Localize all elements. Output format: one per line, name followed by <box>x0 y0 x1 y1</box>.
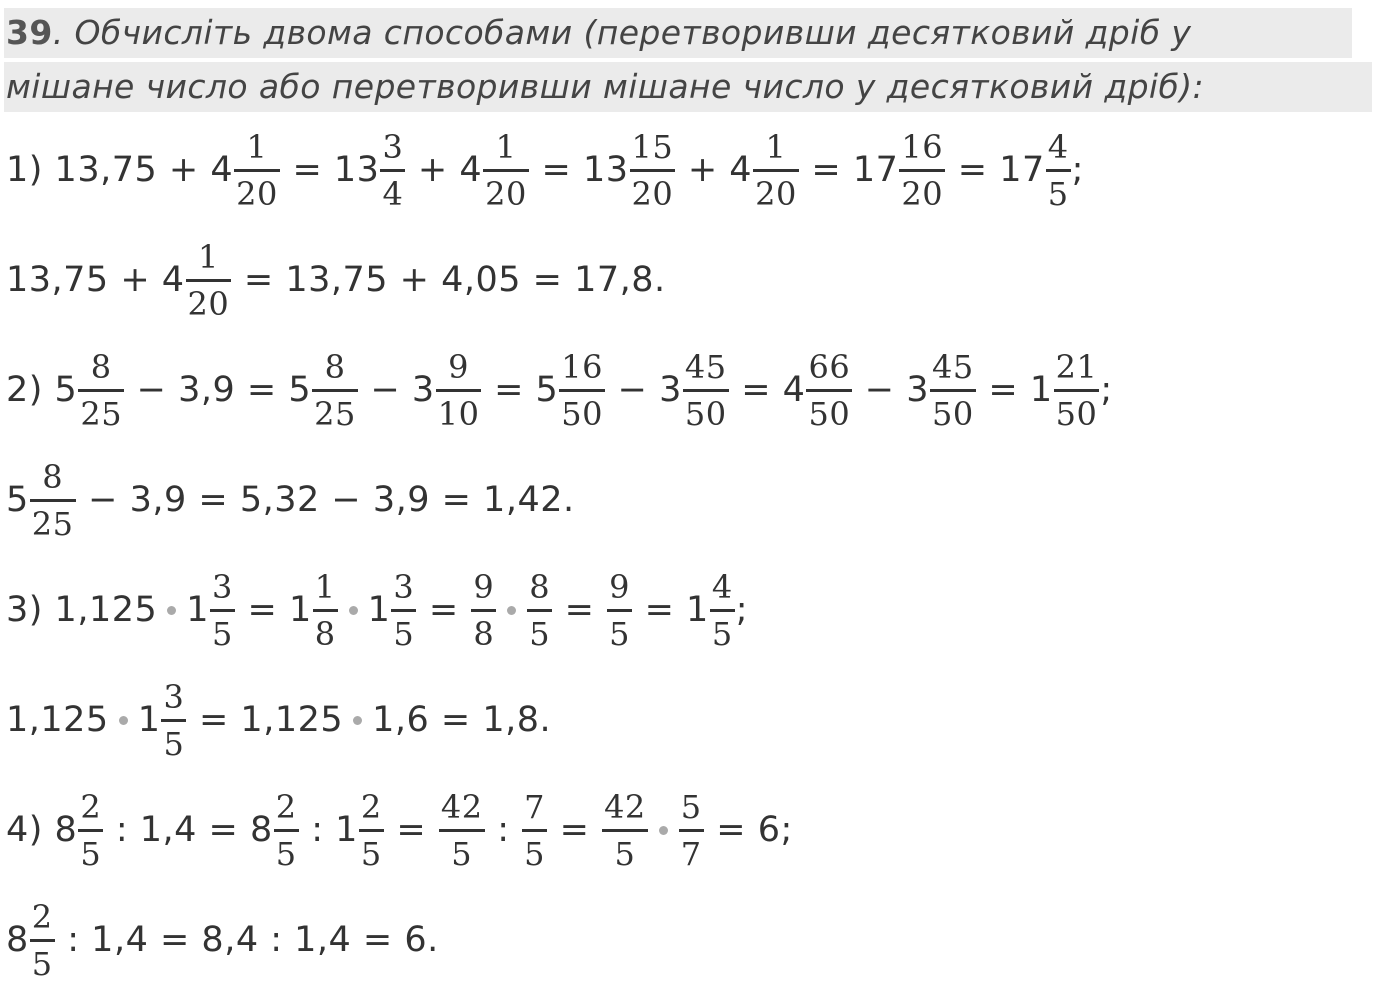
equation-text: + 4 <box>676 150 753 190</box>
equation-1-fraction-method <box>6 120 1084 220</box>
multiply-dot-icon <box>507 606 516 615</box>
equation-text: ; <box>735 590 748 630</box>
fraction <box>630 127 676 214</box>
fraction-bar <box>683 389 729 392</box>
fraction-denominator: 5 <box>31 944 53 983</box>
fraction-bar <box>899 169 945 172</box>
equation-text: = 6; <box>704 810 793 850</box>
equation-text: = 1 <box>632 590 709 630</box>
fraction-bar <box>1054 389 1100 392</box>
fraction-denominator: 8 <box>314 614 336 653</box>
equation-text: 1 <box>367 590 391 630</box>
fraction-numerator: 1 <box>246 127 268 166</box>
fraction-bar <box>527 609 552 612</box>
equation-text: = 1 <box>235 590 312 630</box>
fraction <box>78 787 103 874</box>
equation-text: − 3 <box>358 370 435 410</box>
equation-4-decimal-method <box>6 890 439 990</box>
fraction-numerator: 3 <box>382 127 404 166</box>
fraction-bar <box>391 609 416 612</box>
fraction-bar <box>313 609 338 612</box>
fraction-bar <box>274 829 299 832</box>
fraction-denominator: 10 <box>437 394 480 433</box>
equation-text: = 13 <box>280 150 380 190</box>
equation-text: = 1,125 <box>187 700 344 740</box>
fraction-numerator: 8 <box>90 347 112 386</box>
fraction-numerator: 1 <box>197 237 219 276</box>
fraction-numerator: 2 <box>80 787 102 826</box>
multiply-dot-icon <box>119 716 128 725</box>
fraction <box>439 787 485 874</box>
fraction-bar <box>78 829 103 832</box>
equation-text: ; <box>1071 150 1084 190</box>
equation-text: = <box>417 590 471 630</box>
fraction-bar <box>471 609 496 612</box>
fraction-numerator: 9 <box>609 567 630 606</box>
fraction-bar <box>439 829 485 832</box>
multiply-dot-icon <box>349 606 358 615</box>
fraction-bar <box>436 389 482 392</box>
fraction <box>391 567 416 654</box>
fraction-denominator: 20 <box>755 174 797 213</box>
fraction-numerator: 42 <box>604 787 646 826</box>
fraction-bar <box>186 279 232 282</box>
equation-text: 3) 1,125 <box>6 590 158 630</box>
fraction-numerator: 15 <box>631 127 674 166</box>
fraction-bar <box>312 389 358 392</box>
equation-text: 13,75 + 4 <box>6 260 185 300</box>
equation-text: = 13 <box>529 150 629 190</box>
fraction <box>602 787 648 874</box>
fraction-bar <box>30 939 55 942</box>
equation-text: : 1,4 = 8,4 : 1,4 = 6. <box>55 920 439 960</box>
fraction-bar <box>30 499 76 502</box>
fraction-numerator: 45 <box>932 347 974 386</box>
multiply-dot-icon <box>353 716 362 725</box>
equation-text: : 1,4 = 8 <box>104 810 273 850</box>
fraction-denominator: 20 <box>236 174 278 213</box>
equation-text: + 4 <box>406 150 483 190</box>
fraction <box>30 457 76 544</box>
fraction-denominator: 4 <box>382 174 404 213</box>
fraction-numerator: 9 <box>473 567 495 606</box>
fraction-bar <box>607 609 632 612</box>
fraction-denominator: 50 <box>684 394 727 433</box>
equation-text: ; <box>1100 370 1113 410</box>
fraction <box>806 347 852 434</box>
fraction-bar <box>380 169 405 172</box>
fraction <box>186 237 232 324</box>
task-number: 39 <box>6 13 53 52</box>
fraction-denominator: 5 <box>609 614 630 653</box>
fraction-bar <box>679 829 704 832</box>
fraction-bar <box>78 389 124 392</box>
fraction <box>522 787 547 874</box>
equation-text: 1 <box>186 590 210 630</box>
equation-text: − 3,9 = 5 <box>125 370 312 410</box>
fraction-numerator: 16 <box>561 347 604 386</box>
fraction-denominator: 5 <box>163 724 185 763</box>
fraction-denominator: 8 <box>473 614 495 653</box>
equation-text: 2) 5 <box>6 370 78 410</box>
fraction-numerator: 8 <box>42 457 64 496</box>
fraction-denominator: 5 <box>1047 174 1069 213</box>
equation-text: 1,125 <box>6 700 109 740</box>
fraction-denominator: 5 <box>360 834 382 873</box>
multiply-dot-icon <box>659 826 668 835</box>
fraction <box>753 127 799 214</box>
fraction <box>312 347 358 434</box>
fraction <box>930 347 976 434</box>
fraction-bar <box>234 169 280 172</box>
fraction-denominator: 5 <box>711 614 733 653</box>
task-header-line-1 <box>4 8 1352 58</box>
fraction <box>234 127 280 214</box>
fraction-bar <box>559 389 605 392</box>
fraction-bar <box>806 389 852 392</box>
fraction <box>313 567 338 654</box>
fraction-numerator: 3 <box>393 567 415 606</box>
task-text-2: мішане число або перетворивши мішане число у десятковий дріб): <box>6 67 1205 106</box>
fraction <box>161 677 186 764</box>
fraction-bar <box>483 169 529 172</box>
task-header-line-2 <box>4 62 1372 112</box>
equation-text: = 17 <box>946 150 1045 190</box>
equation-1-decimal-method <box>6 230 666 330</box>
equation-text: = <box>553 590 607 630</box>
fraction <box>30 897 55 984</box>
equation-text: = 13,75 + 4,05 = 17,8. <box>232 260 666 300</box>
multiply-dot-icon <box>167 606 176 615</box>
fraction-bar <box>930 389 976 392</box>
fraction <box>359 787 384 874</box>
fraction <box>483 127 529 214</box>
fraction-numerator: 42 <box>440 787 483 826</box>
fraction-bar <box>602 829 648 832</box>
fraction-numerator: 45 <box>684 347 727 386</box>
equation-text: : <box>485 810 522 850</box>
fraction-numerator: 8 <box>324 347 346 386</box>
fraction-denominator: 5 <box>524 834 545 873</box>
fraction-bar <box>359 829 384 832</box>
fraction-bar <box>1046 169 1071 172</box>
equation-text: = <box>547 810 602 850</box>
fraction-bar <box>161 719 186 722</box>
fraction <box>559 347 605 434</box>
fraction-denominator: 20 <box>901 174 944 213</box>
fraction-denominator: 5 <box>212 614 233 653</box>
fraction-numerator: 21 <box>1055 347 1098 386</box>
fraction-denominator: 50 <box>561 394 604 433</box>
fraction <box>436 347 482 434</box>
equation-text: 5 <box>6 480 29 520</box>
fraction-numerator: 3 <box>163 677 185 716</box>
fraction-denominator: 50 <box>808 394 851 433</box>
fraction-denominator: 50 <box>1055 394 1098 433</box>
equation-text: − 3 <box>853 370 930 410</box>
equation-text: = 4 <box>729 370 806 410</box>
fraction-denominator: 20 <box>485 174 527 213</box>
fraction-numerator: 7 <box>524 787 545 826</box>
fraction-bar <box>630 169 676 172</box>
fraction <box>274 787 299 874</box>
fraction-bar <box>210 609 235 612</box>
fraction <box>380 127 405 214</box>
equation-text: 1) 13,75 + 4 <box>6 150 234 190</box>
fraction <box>1046 127 1071 214</box>
equation-2-fraction-method <box>6 340 1113 440</box>
fraction-numerator: 4 <box>711 567 733 606</box>
fraction-numerator: 5 <box>680 787 702 826</box>
equation-text: 8 <box>6 920 29 960</box>
equation-text: : 1 <box>299 810 358 850</box>
fraction-denominator: 25 <box>31 504 74 543</box>
equation-3-decimal-method <box>6 670 551 770</box>
fraction-numerator: 9 <box>448 347 469 386</box>
fraction-denominator: 5 <box>275 834 297 873</box>
fraction-denominator: 5 <box>393 614 415 653</box>
fraction <box>471 567 496 654</box>
fraction-denominator: 25 <box>314 394 356 433</box>
fraction <box>210 567 235 654</box>
equation-text: 4) 8 <box>6 810 78 850</box>
equation-text: 1 <box>137 700 161 740</box>
equation-3-fraction-method <box>6 560 748 660</box>
fraction-bar <box>522 829 547 832</box>
equation-4-fraction-method <box>6 780 793 880</box>
fraction-denominator: 20 <box>631 174 674 213</box>
equation-text: = 1 <box>976 370 1053 410</box>
fraction-denominator: 5 <box>529 614 551 653</box>
task-header <box>4 8 1370 116</box>
fraction <box>527 567 552 654</box>
fraction-numerator: 16 <box>901 127 944 166</box>
fraction-numerator: 1 <box>495 127 517 166</box>
equation-text: 1,6 = 1,8. <box>372 700 552 740</box>
fraction <box>679 787 704 874</box>
fraction <box>607 567 632 654</box>
fraction-numerator: 1 <box>314 567 336 606</box>
fraction-numerator: 2 <box>360 787 382 826</box>
fraction-numerator: 2 <box>31 897 53 936</box>
fraction <box>1054 347 1100 434</box>
fraction-denominator: 25 <box>80 394 123 433</box>
fraction-denominator: 5 <box>614 834 636 873</box>
fraction-numerator: 1 <box>765 127 787 166</box>
fraction-numerator: 2 <box>275 787 297 826</box>
fraction <box>710 567 735 654</box>
fraction-numerator: 8 <box>529 567 551 606</box>
task-text-1: . Обчисліть двома способами (перетворивши десятковий дріб у <box>52 13 1192 52</box>
fraction-denominator: 5 <box>80 834 102 873</box>
fraction-numerator: 4 <box>1047 127 1069 166</box>
equation-text: = 5 <box>482 370 559 410</box>
equation-text: − 3,9 = 5,32 − 3,9 = 1,42. <box>76 480 575 520</box>
equation-text: − 3 <box>606 370 682 410</box>
equation-text: = <box>384 810 438 850</box>
fraction-bar <box>753 169 799 172</box>
fraction-denominator: 50 <box>932 394 974 433</box>
fraction-bar <box>710 609 735 612</box>
fraction-denominator: 20 <box>187 284 230 323</box>
fraction-numerator: 66 <box>808 347 851 386</box>
fraction <box>899 127 945 214</box>
equation-text: = 17 <box>799 150 899 190</box>
fraction <box>78 347 124 434</box>
fraction-numerator: 3 <box>212 567 233 606</box>
fraction <box>683 347 729 434</box>
fraction-denominator: 5 <box>451 834 473 873</box>
fraction-denominator: 7 <box>680 834 702 873</box>
equation-2-decimal-method <box>6 450 575 550</box>
